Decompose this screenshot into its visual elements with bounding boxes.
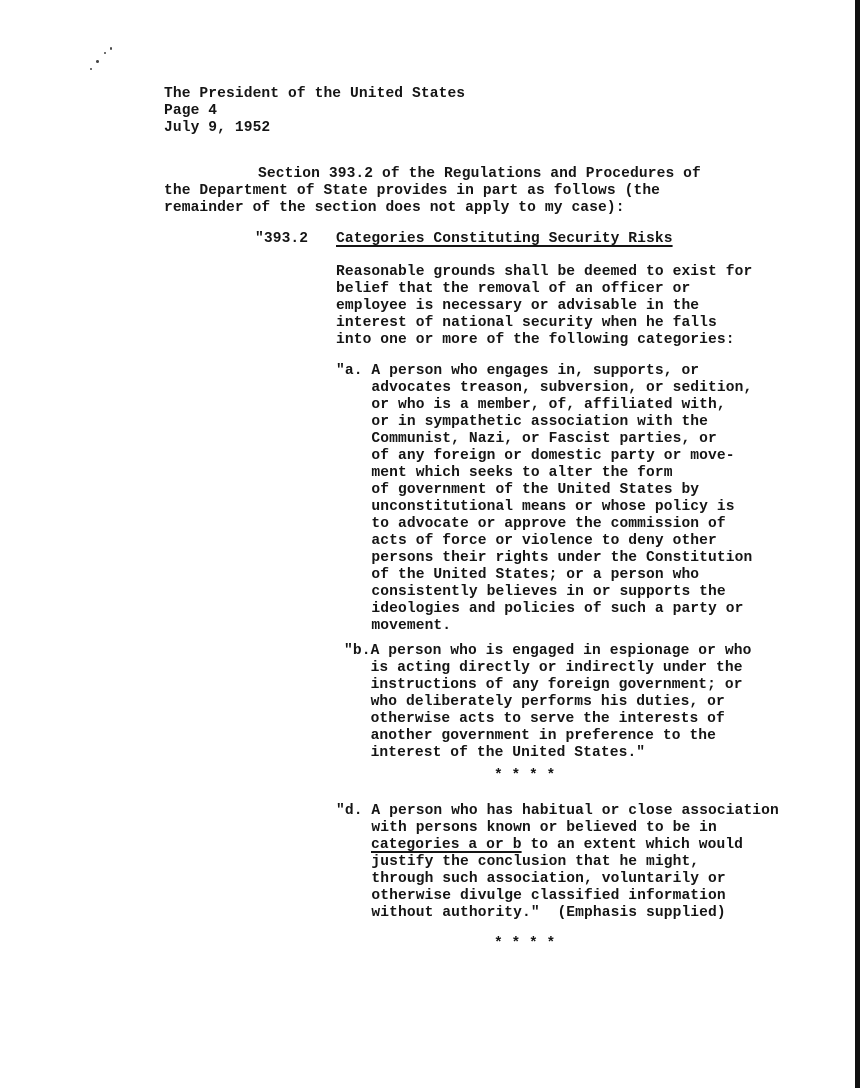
- scan-speck: [96, 60, 99, 63]
- lead-line-2: belief that the removal of an officer or: [336, 281, 691, 297]
- item-a-line-7: ment which seeks to alter the form: [336, 465, 673, 481]
- item-d-line-3-rest: to an extent which would: [521, 837, 744, 853]
- item-a-line-10: to advocate or approve the commission of: [336, 516, 726, 532]
- scan-speck: [90, 68, 92, 70]
- item-b-line-1: "b.A person who is engaged in espionage or who: [344, 643, 752, 659]
- item-a-line-9: unconstitutional means or whose policy is: [336, 499, 735, 515]
- intro-line-2: the Department of State provides in part as follows (the: [164, 183, 661, 199]
- item-d-line-5: through such association, voluntarily or: [336, 871, 726, 887]
- item-d-line-1: "d. A person who has habitual or close association: [336, 803, 779, 819]
- item-a-line-4: or in sympathetic association with the: [336, 414, 709, 430]
- lead-line-4: interest of national security when he falls: [336, 315, 717, 331]
- recipient-line: The President of the United States: [164, 86, 466, 102]
- item-b-line-6: another government in preference to the: [344, 728, 717, 744]
- item-a-line-16: movement.: [336, 618, 452, 634]
- item-a-line-14: consistently believes in or supports the: [336, 584, 726, 600]
- section-number: "393.2: [255, 231, 309, 247]
- item-b-line-5: otherwise acts to serve the interests of: [344, 711, 725, 727]
- scan-speck: [104, 52, 106, 54]
- item-a-line-6: of any foreign or domestic party or move-: [336, 448, 735, 464]
- scan-speck: [110, 47, 112, 50]
- item-d-line-4: justify the conclusion that he might,: [336, 854, 700, 870]
- intro-line-1: Section 393.2 of the Regulations and Procedures of: [258, 166, 701, 182]
- item-a-line-2: advocates treason, subversion, or sedition,: [336, 380, 753, 396]
- page-number: Page 4: [164, 103, 218, 119]
- item-a-line-11: acts of force or violence to deny other: [336, 533, 717, 549]
- item-b-line-4: who deliberately performs his duties, or: [344, 694, 725, 710]
- item-a-line-3: or who is a member, of, affiliated with,: [336, 397, 726, 413]
- item-a-line-1: "a. A person who engages in, supports, or: [336, 363, 700, 379]
- separator-asterisks-2: * * * *: [494, 936, 556, 952]
- item-a-line-12: persons their rights under the Constitution: [336, 550, 753, 566]
- item-d-line-6: otherwise divulge classified information: [336, 888, 726, 904]
- letter-date: July 9, 1952: [164, 120, 271, 136]
- item-a-line-15: ideologies and policies of such a party or: [336, 601, 744, 617]
- separator-asterisks-1: * * * *: [494, 768, 556, 784]
- item-a-line-5: Communist, Nazi, or Fascist parties, or: [336, 431, 717, 447]
- section-title: Categories Constituting Security Risks: [336, 231, 673, 247]
- item-b-line-3: instructions of any foreign government; or: [344, 677, 743, 693]
- lead-line-3: employee is necessary or advisable in the: [336, 298, 700, 314]
- item-d-line-2: with persons known or believed to be in: [336, 820, 717, 836]
- item-d-line-7: without authority." (Emphasis supplied): [336, 905, 726, 921]
- lead-line-1: Reasonable grounds shall be deemed to exist for: [336, 264, 753, 280]
- intro-line-3: remainder of the section does not apply to my case):: [164, 200, 625, 216]
- item-a-line-8: of government of the United States by: [336, 482, 700, 498]
- item-a-line-13: of the United States; or a person who: [336, 567, 700, 583]
- item-b-line-7: interest of the United States.": [344, 745, 646, 761]
- emphasized-categories: categories a or b: [371, 837, 522, 853]
- scan-edge-shadow: [855, 0, 860, 1088]
- item-d-line-3: [371, 837, 743, 854]
- lead-line-5: into one or more of the following categories:: [336, 332, 735, 348]
- item-b-line-2: is acting directly or indirectly under the: [344, 660, 743, 676]
